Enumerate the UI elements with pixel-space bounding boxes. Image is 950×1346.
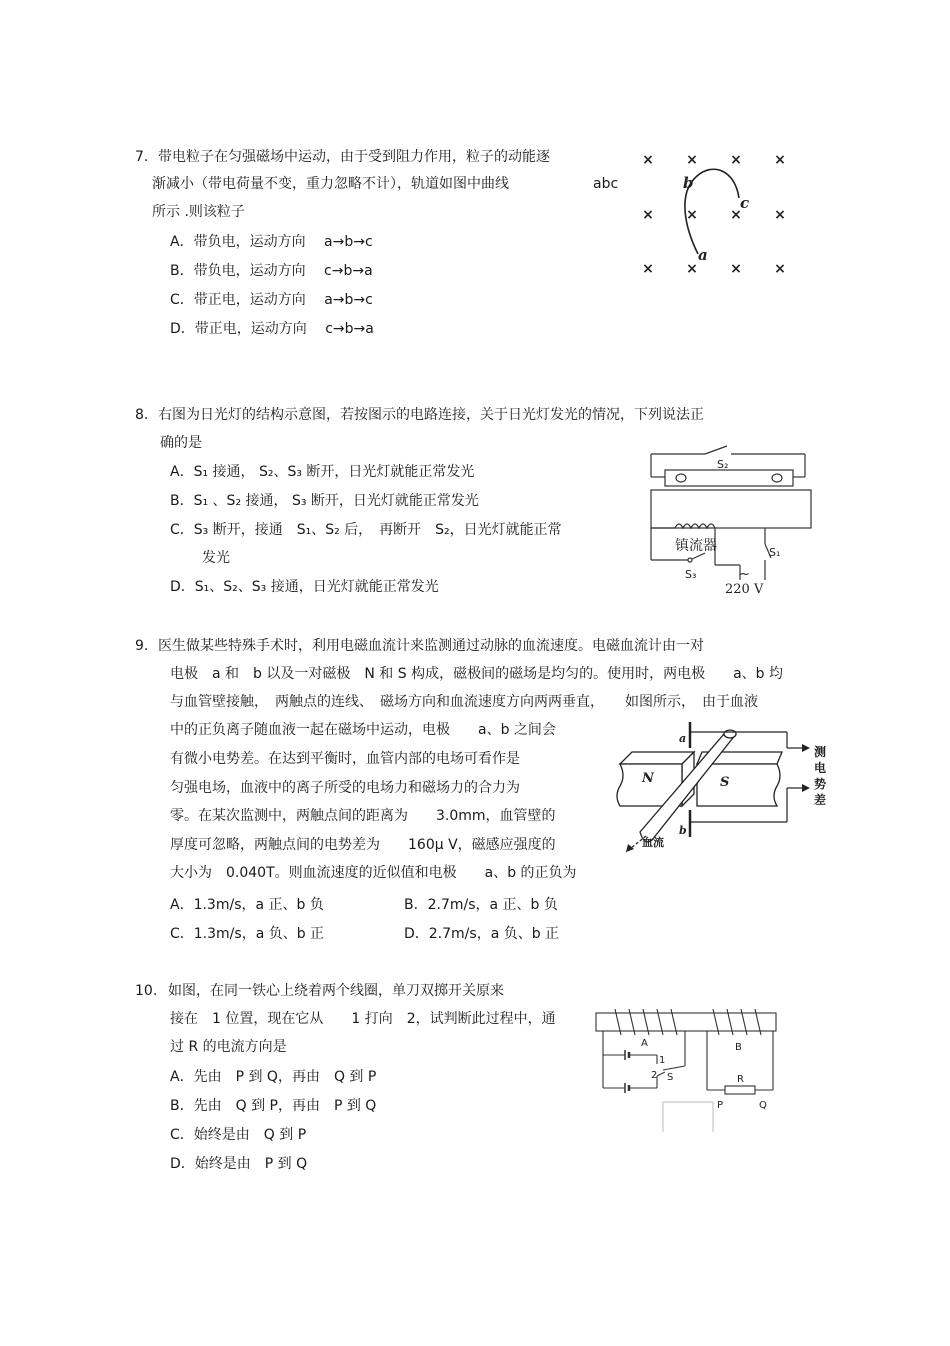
label-1: 1: [659, 1055, 666, 1066]
q10-stem-line3: 过 R 的电流方向是: [170, 1039, 287, 1055]
q10-number: 10.: [135, 983, 158, 999]
label-s3: S₃: [685, 568, 697, 581]
q10-stem-line2: 接在 1 位置，现在它从 1 打向 2，试判断此过程中，通: [170, 1011, 556, 1027]
q10-transformer-figure: [593, 1008, 783, 1134]
field-cross: ×: [642, 152, 654, 168]
q9-stem-line3: 与血管壁接触， 两触点的连线、 磁场方向和血流速度方向两两垂直， 如图所示， 由于血液: [170, 694, 758, 710]
q7-magnetic-field-figure: [635, 148, 795, 278]
label-flow: 血流: [642, 836, 664, 849]
q9-stem-line8: 厚度可忽略，两触点间的电势差为 160μ V，磁感应强度的: [170, 837, 556, 853]
q8-option-a[interactable]: A．S₁ 接通， S₂、S₃ 断开，日光灯就能正常发光: [170, 464, 475, 480]
label-2: 2: [651, 1070, 658, 1081]
q10-option-d[interactable]: D．始终是由 P 到 Q: [170, 1156, 308, 1172]
q9-stem-line9: 大小为 0.040T。则血流速度的近似值和电极 a、b 的正负为: [170, 865, 577, 881]
q10-option-c[interactable]: C．始终是由 Q 到 P: [170, 1127, 307, 1143]
q8-option-b[interactable]: B．S₁ 、S₂ 接通， S₃ 断开，日光灯就能正常发光: [170, 493, 479, 509]
label-r: R: [737, 1074, 744, 1085]
q9-option-a[interactable]: A．1.3m/s，a 正、b 负: [170, 897, 324, 913]
field-cross: ×: [774, 152, 786, 168]
field-cross: ×: [686, 261, 698, 277]
label-measure-2: 电: [814, 761, 827, 775]
label-p: P: [717, 1100, 724, 1111]
q8-option-d[interactable]: D．S₁、S₂、S₃ 接通，日光灯就能正常发光: [170, 579, 439, 595]
q7-option-c[interactable]: C．带正电，运动方向 a→b→c: [170, 292, 373, 308]
field-cross: ×: [774, 207, 786, 223]
q7-option-a[interactable]: A．带负电，运动方向 a→b→c: [170, 234, 373, 250]
field-cross: ×: [730, 207, 742, 223]
q9-stem-line5: 有微小电势差。在达到平衡时，血管内部的电场可看作是: [170, 751, 520, 767]
label-b: B: [735, 1042, 742, 1053]
q9-option-c[interactable]: C．1.3m/s，a 负、b 正: [170, 926, 325, 942]
field-cross: ×: [642, 207, 654, 223]
label-voltage: 220 V: [725, 582, 764, 597]
q7-stem-line3: 所示 .则该粒子: [152, 204, 245, 220]
q9-stem-line6: 匀强电场，血液中的离子所受的电场力和磁场力的合力为: [170, 780, 520, 796]
label-q: Q: [759, 1100, 767, 1111]
q7-number: 7.: [135, 149, 149, 165]
label-ballast: 镇流器: [675, 538, 717, 554]
field-cross: ×: [686, 152, 698, 168]
q9-stem-line4: 中的正负离子随血液一起在磁场中运动，电极 a、b 之间会: [170, 722, 556, 738]
q7-stem-line1: 带电粒子在匀强磁场中运动，由于受到阻力作用，粒子的动能逐: [158, 149, 550, 165]
label-measure-1: 测: [814, 745, 827, 759]
q7-stem-line2: 渐减小（带电荷量不变，重力忽略不计），轨道如图中曲线: [152, 176, 509, 192]
field-cross: ×: [774, 261, 786, 277]
field-cross: ×: [642, 261, 654, 277]
q8-option-c[interactable]: C．S₃ 断开，接通 S₁、S₂ 后， 再断开 S₂，日光灯就能正常: [170, 522, 562, 538]
q8-fluorescent-lamp-figure: [645, 440, 815, 600]
label-s1: S₁: [769, 546, 781, 559]
label-s: S: [667, 1072, 674, 1083]
field-cross: ×: [730, 261, 742, 277]
q9-stem-line7: 零。在某次监测中，两触点间的距离为 3.0mm，血管壁的: [170, 808, 556, 824]
label-s: S: [720, 775, 730, 790]
q9-number: 9.: [135, 638, 149, 654]
q9-flowmeter-figure: [612, 722, 837, 857]
label-n: N: [642, 771, 654, 786]
q10-option-a[interactable]: A．先由 P 到 Q，再由 Q 到 P: [170, 1069, 377, 1085]
q7-option-d[interactable]: D．带正电，运动方向 c→b→a: [170, 321, 374, 337]
field-cross: ×: [730, 152, 742, 168]
field-cross: ×: [686, 207, 698, 223]
q9-stem-line2: 电极 a 和 b 以及一对磁极 N 和 S 构成，磁极间的磁场是均匀的。使用时，两电极 a、b 均: [170, 666, 783, 682]
q8-stem-line2: 确的是: [160, 435, 202, 451]
label-a: a: [679, 732, 687, 745]
label-ac: ~: [739, 567, 750, 582]
label-b: b: [683, 174, 694, 192]
label-measure-3: 势: [814, 777, 827, 791]
label-a: A: [641, 1038, 648, 1049]
q10-stem-line1: 如图，在同一铁心上绕着两个线圈，单刀双掷开关原来: [168, 983, 504, 999]
q9-option-d[interactable]: D．2.7m/s，a 负、b 正: [404, 926, 560, 942]
label-s2: S₂: [717, 458, 729, 471]
q7-abc: abc: [593, 176, 619, 192]
label-b: b: [679, 824, 687, 837]
q9-stem-line1: 医生做某些特殊手术时，利用电磁血流计来监测通过动脉的血流速度。电磁血流计由一对: [158, 638, 704, 654]
label-measure-4: 差: [814, 793, 827, 807]
q10-option-b[interactable]: B．先由 Q 到 P，再由 P 到 Q: [170, 1098, 377, 1114]
label-c: c: [740, 194, 750, 212]
q8-option-c-cont: 发光: [202, 550, 230, 566]
q7-option-b[interactable]: B．带负电，运动方向 c→b→a: [170, 263, 373, 279]
label-a: a: [698, 246, 708, 264]
q8-stem-line1: 右图为日光灯的结构示意图，若按图示的电路连接，关于日光灯发光的情况，下列说法正: [158, 407, 704, 423]
q8-number: 8.: [135, 407, 149, 423]
q9-option-b[interactable]: B．2.7m/s，a 正、b 负: [404, 897, 558, 913]
